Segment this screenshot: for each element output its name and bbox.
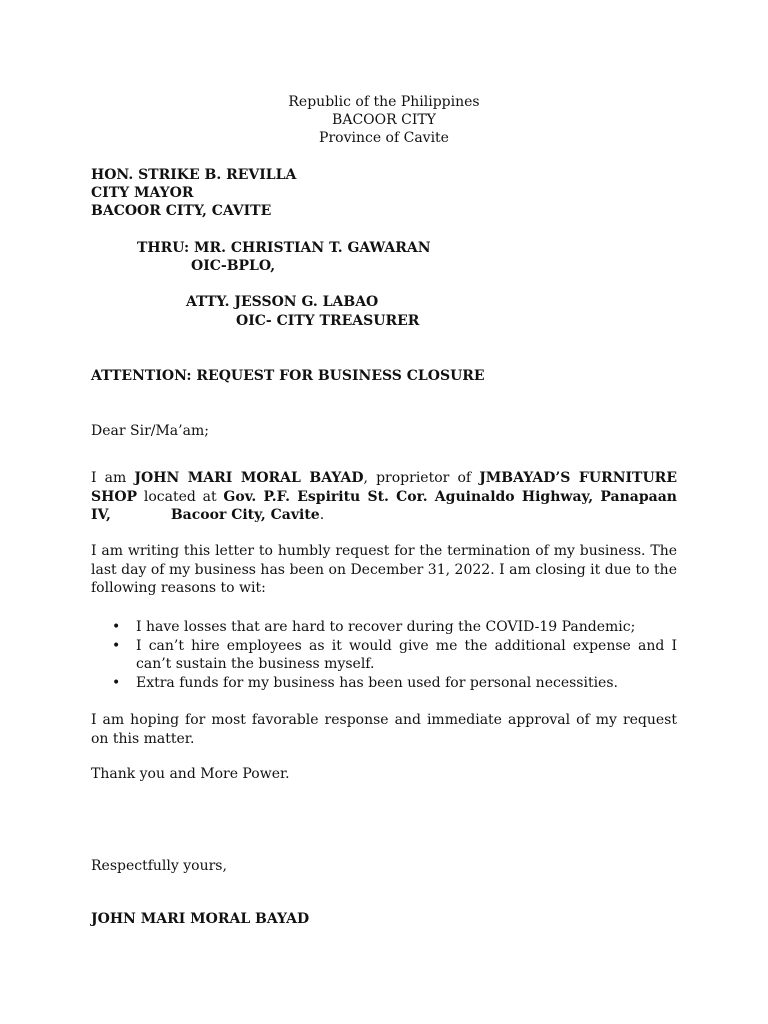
reasons-list: [91, 618, 677, 692]
closing-paragraph: I am hoping for most favorable response and immediate approval of my request on this matter.: [91, 712, 677, 747]
list-item: [91, 618, 677, 637]
shop-address-1: Gov. P.F. Espiritu St. Cor. Aguinaldo Highway, Panapaan IV,: [91, 488, 677, 523]
bullet-icon: •: [112, 674, 121, 691]
reason-text: I have losses that are hard to recover during the COVID-19 Pandemic;: [136, 619, 636, 635]
intro-text-1: I am: [91, 470, 135, 486]
intro-text-4: .: [319, 507, 325, 523]
proprietor-name: JOHN MARI MORAL BAYAD: [134, 470, 364, 486]
addressee-location: BACOOR CITY, CAVITE: [91, 203, 272, 219]
thanks-line: Thank you and More Power.: [91, 766, 290, 782]
shop-name: JMBAYAD’S FURNITURE SHOP: [91, 470, 677, 505]
thru-role-bplo: OIC-BPLO,: [191, 258, 276, 274]
header-province: Province of Cavite: [319, 130, 449, 146]
thru-line: THRU: MR. CHRISTIAN T. GAWARAN: [137, 240, 431, 256]
salutation: Dear Sir/Ma’am;: [91, 423, 209, 439]
thru-role-treasurer: OIC- CITY TREASURER: [236, 313, 420, 329]
intro-text-2: , proprietor of: [363, 470, 480, 486]
reason-text: I can’t hire employees as it would give me the additional expense and I can’t sustain the business myself.: [136, 637, 677, 672]
attention-subject: ATTENTION: REQUEST FOR BUSINESS CLOSURE: [91, 368, 485, 384]
signature-name: JOHN MARI MORAL BAYAD: [91, 911, 310, 927]
shop-address-2: Bacoor City, Cavite: [170, 507, 320, 523]
list-item: [91, 674, 677, 693]
signoff: Respectfully yours,: [91, 858, 227, 874]
intro-text-3: located at: [137, 488, 224, 505]
header-city: BACOOR CITY: [332, 112, 436, 128]
thru-name-treasurer: ATTY. JESSON G. LABAO: [186, 294, 379, 310]
header-republic: Republic of the Philippines: [288, 94, 480, 110]
intro-paragraph: [91, 469, 677, 525]
addressee-name: HON. STRIKE B. REVILLA: [91, 167, 297, 183]
list-item: [91, 637, 677, 674]
addressee-title: CITY MAYOR: [91, 185, 194, 201]
bullet-icon: •: [112, 619, 121, 635]
body-paragraph: I am writing this letter to humbly request for the termination of my business. The last day of my business has been on December 31, 2022. I am closing it due to the following reasons to wit:: [91, 543, 677, 596]
reason-text: Extra funds for my business has been used for personal necessities.: [136, 674, 618, 691]
bullet-icon: •: [112, 637, 121, 654]
